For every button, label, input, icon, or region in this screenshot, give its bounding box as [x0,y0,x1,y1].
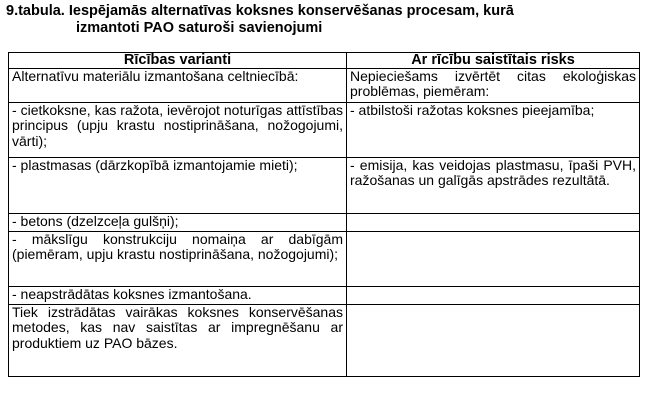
table-row [9,214,640,232]
option-cell: - neapstrādātas koksnes izmantošana. [9,287,347,305]
table-row [9,103,640,158]
alternatives-table [8,52,640,377]
option-cell: - mākslīgu konstrukciju nomaiņa ar dabīgām (piemēram, upju krastu nostiprināšana, nožogojumi); [9,232,347,287]
risk-cell [347,305,640,377]
risk-cell [347,232,640,287]
table-row [9,232,640,287]
table-row [9,287,640,305]
caption-line-2: izmantoti PAO saturoši savienojumi [76,20,323,36]
risk-cell: - atbilstoši ražotas koksnes pieejamība; [347,103,640,158]
table-caption [6,3,636,37]
option-cell: - cietkoksne, kas ražota, ievērojot noturīgas attīstības principus (upju krastu nostiprināšana, nožogojumi, vārti); [9,103,347,158]
risk-cell: Nepieciešams izvērtēt citas ekoloģiskas problēmas, piemēram: [347,69,640,103]
table-row [9,158,640,214]
header-options: Rīcības varianti [9,53,347,69]
table-row [9,69,640,103]
caption-line-1: 9.tabula. Iespējamās alternatīvas koksnes konservēšanas procesam, kurā [6,3,514,19]
option-cell: - plastmasas (dārzkopībā izmantojamie mieti); [9,158,347,214]
header-risks: Ar rīcību saistītais risks [347,53,640,69]
risk-cell: - emisija, kas veidojas plastmasu, īpaši PVH, ražošanas un galīgās apstrādes rezultātā. [347,158,640,214]
risk-cell [347,287,640,305]
option-cell: Alternatīvu materiālu izmantošana celtniecībā: [9,69,347,103]
option-cell: Tiek izstrādātas vairākas koksnes konservēšanas metodes, kas nav saistītas ar impregnēšanu ar produktiem uz PAO bāzes. [9,305,347,377]
option-cell: - betons (dzelzceļa gulšņi); [9,214,347,232]
table-row [9,305,640,377]
table-header-row [9,53,640,69]
risk-cell [347,214,640,232]
